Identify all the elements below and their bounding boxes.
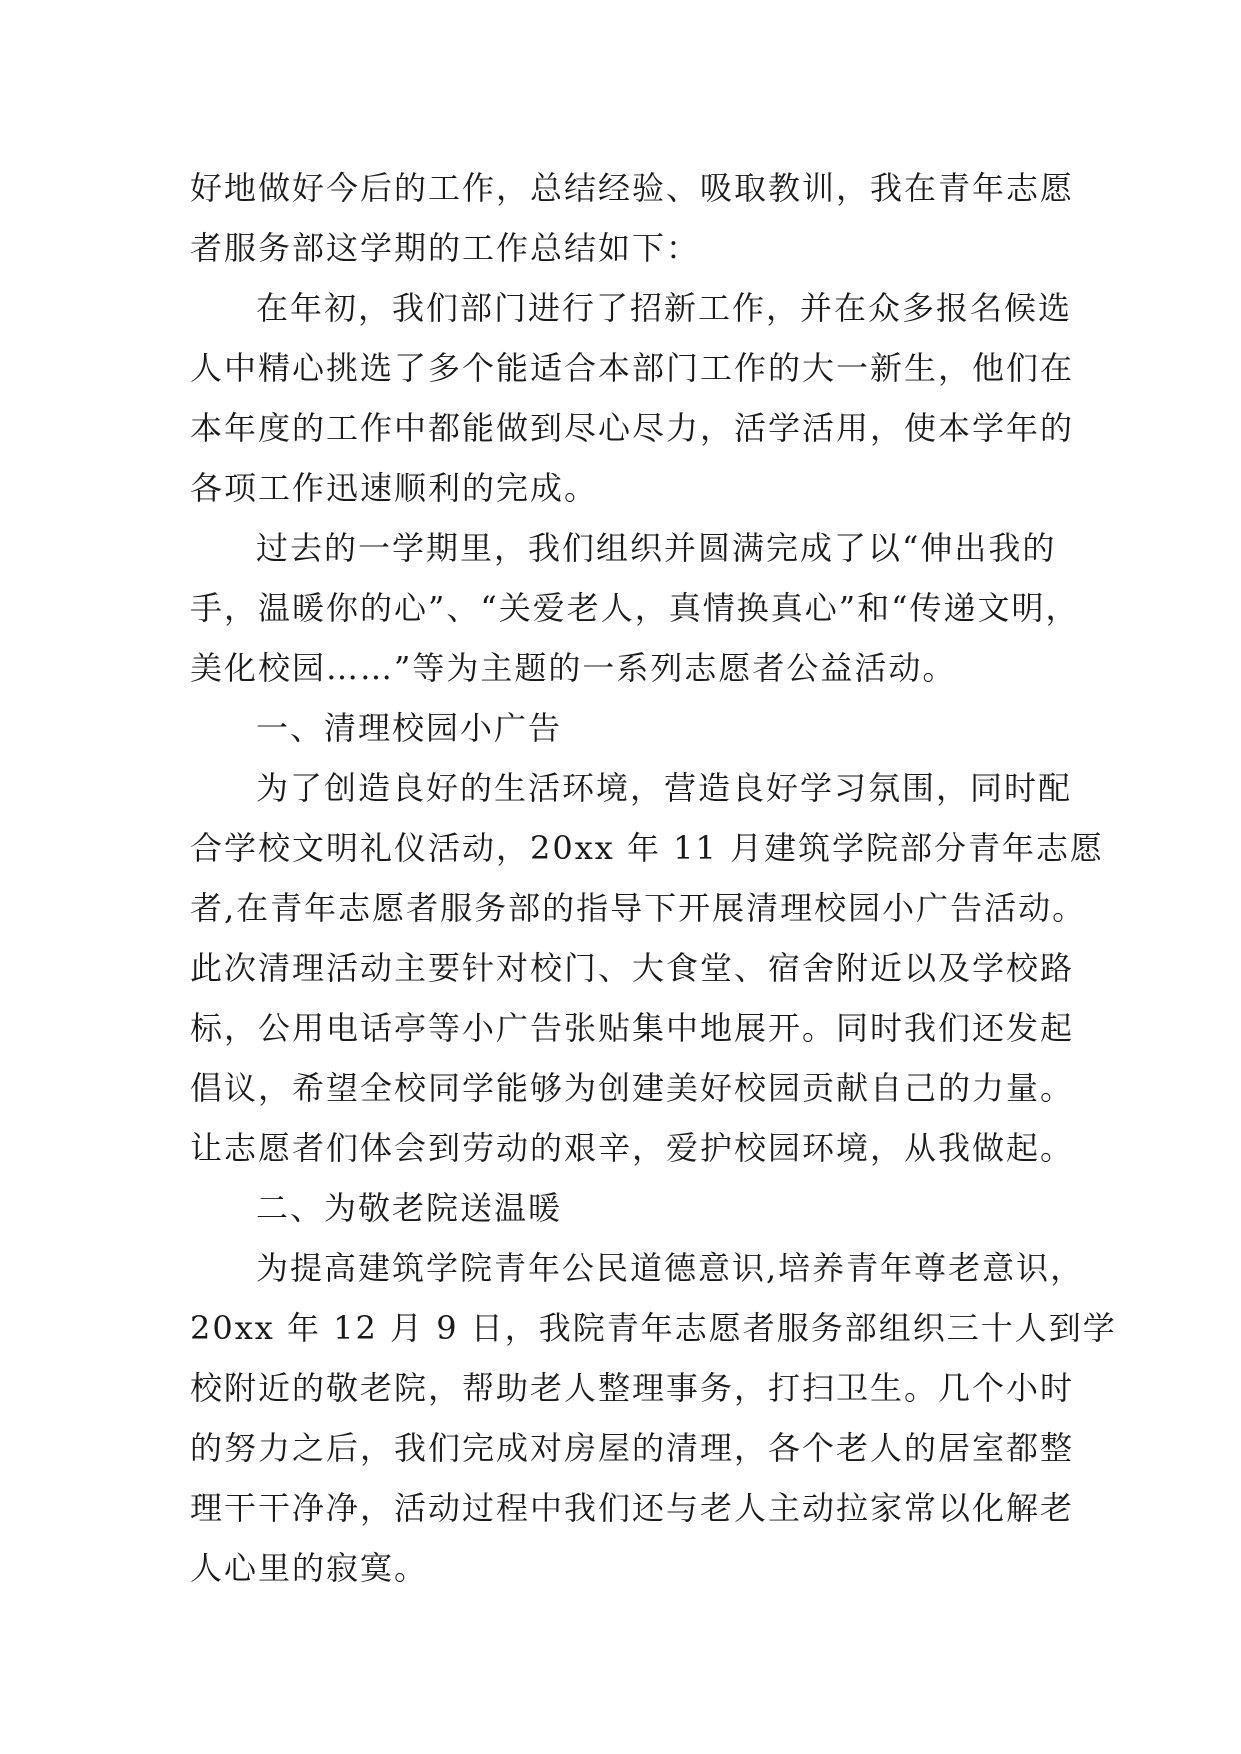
paragraph [190, 1238, 1117, 1598]
text-line: 为提高建筑学院青年公民道德意识,培养青年尊老意识， [256, 1249, 1085, 1287]
paragraph [190, 758, 1105, 1178]
paragraph [190, 1178, 1070, 1238]
text-line: 在年初，我们部门进行了招新工作，并在众多报名候选 [256, 289, 1073, 327]
text-line: 倡议，希望全校同学能够为创建美好校园贡献自己的力量。 [190, 1069, 1075, 1107]
text-line: 二、为敬老院送温暖 [256, 1189, 563, 1227]
text-line: 让志愿者们体会到劳动的艰辛，爱护校园环境，从我做起。 [190, 1129, 1075, 1167]
text-line: 手，温暖你的心”、“关爱老人，真情换真心”和“传递文明， [190, 589, 1080, 627]
text-line: 好地做好今后的工作，总结经验、吸取教训，我在青年志愿 [190, 169, 1075, 207]
text-line: 者,在青年志愿者服务部的指导下开展清理校园小广告活动。 [190, 889, 1087, 927]
text-line: 美化校园……”等为主题的一系列志愿者公益活动。 [190, 649, 957, 687]
paragraph [190, 158, 1075, 278]
paragraph [190, 698, 1070, 758]
text-line: 人中精心挑选了多个能适合本部门工作的大一新生，他们在 [190, 349, 1075, 387]
text-line: 的努力之后，我们完成对房屋的清理，各个老人的居室都整 [190, 1429, 1075, 1467]
text-line: 20xx 年 12 月 9 日，我院青年志愿者服务部组织三十人到学 [190, 1309, 1117, 1347]
text-line: 一、清理校园小广告 [256, 709, 563, 747]
paragraph [190, 278, 1075, 518]
document-body [190, 158, 1117, 1598]
text-line: 此次清理活动主要针对校门、大食堂、宿舍附近以及学校路 [190, 949, 1075, 987]
text-line: 校附近的敬老院，帮助老人整理事务，打扫卫生。几个小时 [190, 1369, 1075, 1407]
text-line: 为了创造良好的生活环境，营造良好学习氛围，同时配 [256, 769, 1073, 807]
text-line: 过去的一学期里，我们组织并圆满完成了以“伸出我的 [256, 529, 1057, 567]
text-line: 各项工作迅速顺利的完成。 [190, 469, 599, 507]
text-line: 本年度的工作中都能做到尽心尽力，活学活用，使本学年的 [190, 409, 1075, 447]
text-line: 理干干净净，活动过程中我们还与老人主动拉家常以化解老 [190, 1489, 1075, 1527]
text-line: 合学校文明礼仪活动，20xx 年 11 月建筑学院部分青年志愿 [190, 829, 1105, 867]
text-line: 标，公用电话亭等小广告张贴集中地展开。同时我们还发起 [190, 1009, 1075, 1047]
text-line: 者服务部这学期的工作总结如下： [190, 229, 701, 267]
paragraph [190, 518, 1080, 698]
text-line: 人心里的寂寞。 [190, 1549, 429, 1587]
